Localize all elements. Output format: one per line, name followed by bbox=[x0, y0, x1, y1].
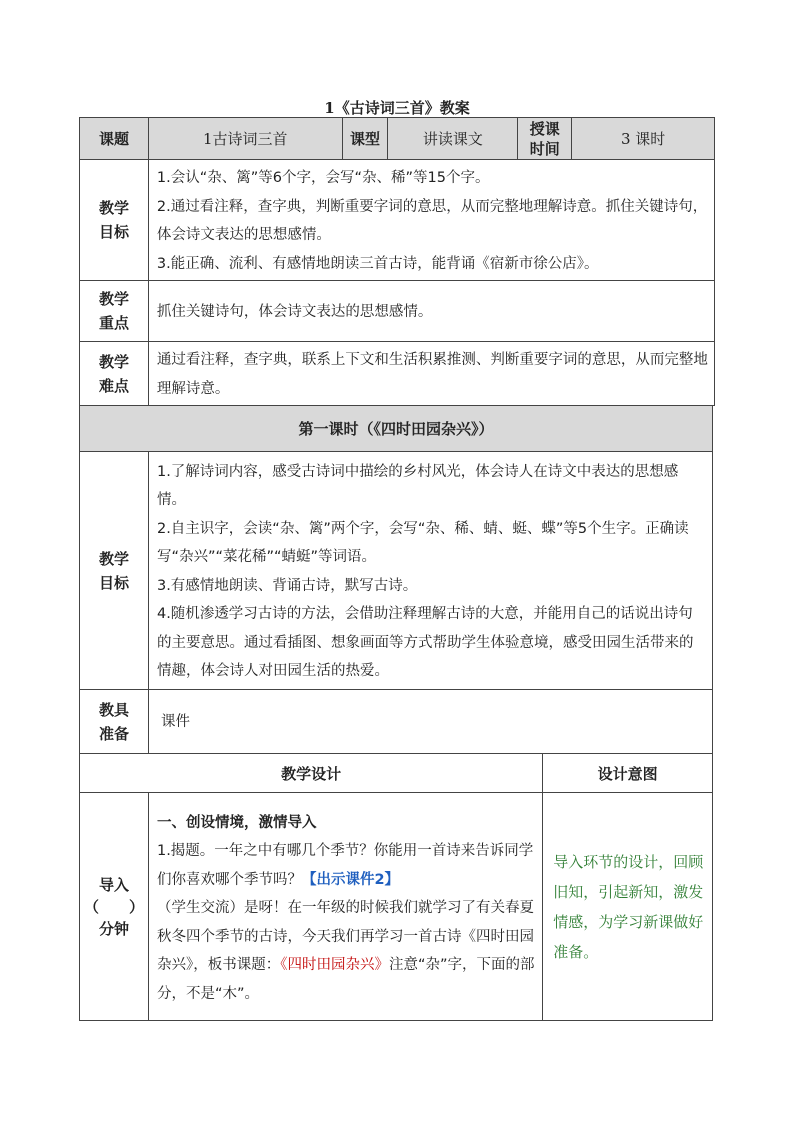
goals-label bbox=[80, 160, 149, 281]
tools-content: 课件 bbox=[148, 690, 712, 754]
intent-header: 设计意图 bbox=[543, 754, 713, 793]
key-points-row bbox=[80, 281, 715, 342]
lesson1-goal-item: 2.自主识字，会读“杂、篱”两个字，会写“杂、稀、蜻、蜓、蝶”等5个生字。正确读写“杂兴”“菜花稀”“蜻蜓”等词语。 bbox=[156, 520, 689, 565]
topic-value: 1古诗词三首 bbox=[148, 118, 342, 160]
type-label: 课型 bbox=[342, 118, 388, 160]
lesson1-heading-row bbox=[80, 406, 713, 452]
goals-label-line1: 教学 bbox=[98, 199, 129, 217]
lesson1-goal-item: 1.了解诗词内容，感受古诗词中描绘的乡村风光，体会诗人在诗文中表达的思想感情。 bbox=[156, 463, 679, 508]
intro-design-content bbox=[148, 793, 542, 1021]
intro-label-line1: 导入 bbox=[98, 875, 129, 894]
intent-content: 导入环节的设计，回顾旧知，引起新知，激发情感，为学习新课做好准备。 bbox=[543, 793, 713, 1021]
overview-table bbox=[79, 117, 715, 406]
difficult-points-content: 通过看注释，查字典，联系上下文和生活积累推测、判断重要字词的意思，从而完整地理解诗意。 bbox=[148, 342, 714, 406]
goal-item: 2.通过看注释，查字典，判断重要字词的意思，从而完整地理解诗意。抓住关键诗句，体会诗文表达的思想感情。 bbox=[156, 198, 708, 243]
design-header: 教学设计 bbox=[80, 754, 543, 793]
board-title: 《四时田园杂兴》 bbox=[280, 957, 389, 974]
time-label-line1: 授课 bbox=[529, 119, 560, 138]
step-paragraph-1 bbox=[157, 837, 536, 894]
step-p1-text: 1.揭题。一年之中有哪几个季节？你能用一首诗来告诉同学们你喜欢哪个季节吗？ bbox=[156, 843, 534, 888]
topic-label: 课题 bbox=[80, 118, 149, 160]
goals-row bbox=[80, 160, 715, 281]
tools-label-line1: 教具 bbox=[98, 700, 129, 719]
intro-label-line3: 分钟 bbox=[98, 919, 129, 938]
difficult-points-row bbox=[80, 342, 715, 406]
key-points-label bbox=[80, 281, 149, 342]
intro-label-line2: （ ） bbox=[83, 897, 144, 916]
difficult-points-label bbox=[80, 342, 149, 406]
tools-label bbox=[80, 690, 149, 754]
key-label-line2: 重点 bbox=[98, 314, 129, 332]
step-paragraph-2 bbox=[157, 894, 536, 1008]
time-value: 3 课时 bbox=[572, 118, 715, 160]
design-header-row bbox=[80, 754, 713, 793]
goals-content bbox=[148, 160, 714, 281]
key-label-line1: 教学 bbox=[98, 290, 129, 308]
lesson1-table bbox=[79, 405, 713, 1021]
step-p2-text-b: 注意“杂”字，下面的部分，不是“木”。 bbox=[156, 957, 535, 1002]
lesson1-goals-label-line1: 教学 bbox=[98, 549, 129, 568]
key-points-content: 抓住关键诗句，体会诗文表达的思想感情。 bbox=[148, 281, 714, 342]
document-title: 1《古诗词三首》教案 bbox=[324, 99, 470, 117]
lesson1-heading: 第一课时（《四时田园杂兴》） bbox=[80, 406, 713, 452]
step-title: 一、创设情境，激情导入 bbox=[156, 814, 317, 831]
goal-item: 1.会认“杂、篱”等6个字，会写“杂、稀”等15个字。 bbox=[156, 170, 490, 186]
difficult-label-line2: 难点 bbox=[98, 376, 129, 395]
intro-label bbox=[80, 793, 149, 1021]
time-label bbox=[518, 118, 572, 160]
courseware-tag: 【出示课件2】 bbox=[301, 871, 400, 888]
tools-row bbox=[80, 690, 713, 754]
goal-item: 3.能正确、流利、有感情地朗读三首古诗，能背诵《宿新市徐公店》。 bbox=[156, 255, 599, 272]
lesson1-goals-label bbox=[80, 452, 149, 690]
lesson1-goals-row bbox=[80, 452, 713, 690]
time-label-line2: 时间 bbox=[529, 139, 560, 158]
tools-label-line2: 准备 bbox=[98, 724, 129, 743]
type-value: 讲读课文 bbox=[388, 118, 518, 160]
difficult-label-line1: 教学 bbox=[98, 352, 129, 371]
lesson1-goal-item: 3.有感情地朗读、背诵古诗，默写古诗。 bbox=[156, 577, 418, 594]
header-row bbox=[80, 118, 715, 160]
goals-label-line2: 目标 bbox=[98, 223, 129, 241]
intro-row bbox=[80, 793, 713, 1021]
lesson1-goals-label-line2: 目标 bbox=[98, 573, 129, 592]
lesson1-goals-content bbox=[148, 452, 712, 690]
step-p2-text-a: （学生交流）是呀！在一年级的时候我们就学习了有关春夏秋冬四个季节的古诗，今天我们再学习一首古诗《四时田园杂兴》，板书课题： bbox=[156, 900, 534, 974]
lesson1-goal-item: 4.随机渗透学习古诗的方法，会借助注释理解古诗的大意，并能用自己的话说出诗句的主要意思。通过看插图、想象画面等方式帮助学生体验意境，感受田园生活带来的情趣，体会诗人对田园生活的热爱。 bbox=[156, 606, 694, 679]
